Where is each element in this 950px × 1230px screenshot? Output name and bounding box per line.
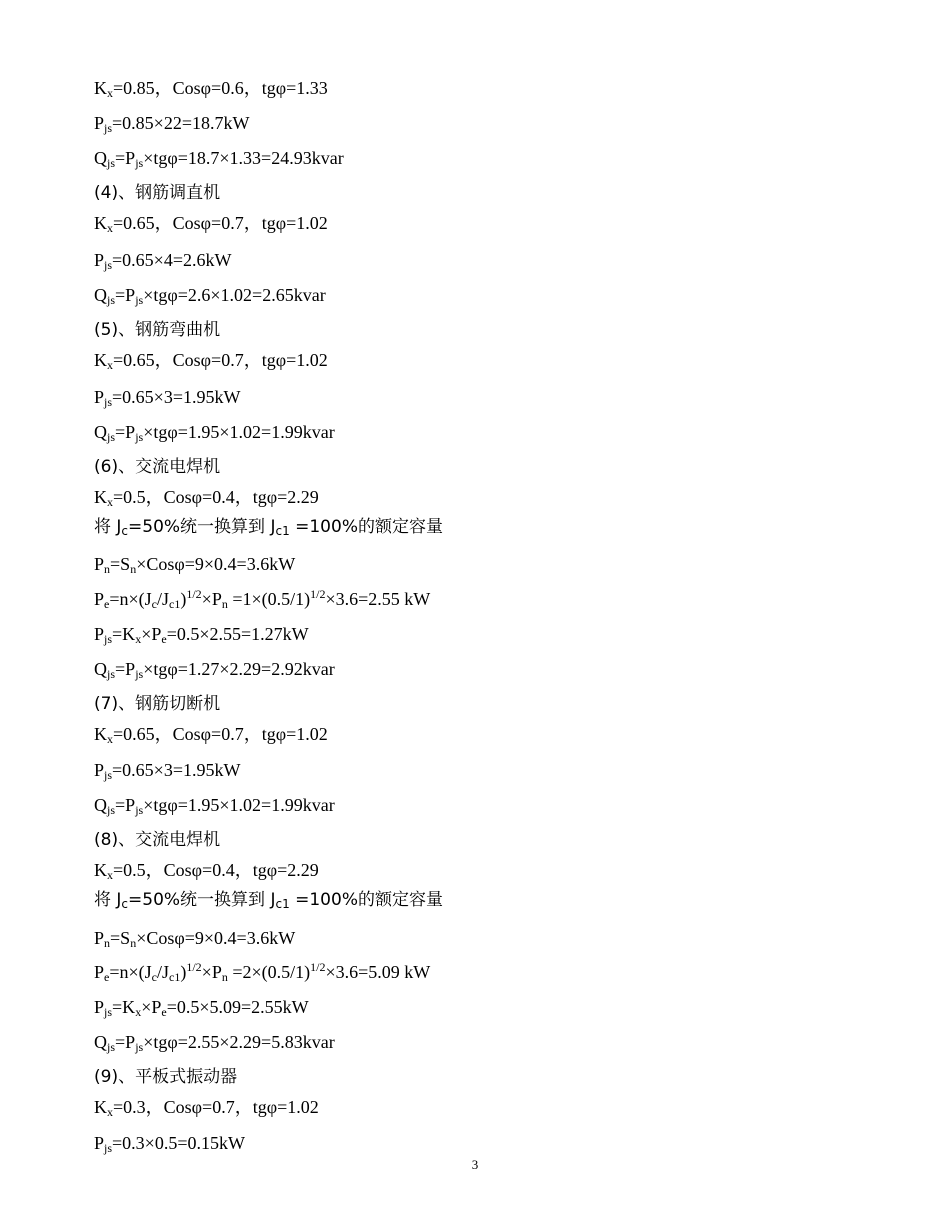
page-number: 3 (471, 1157, 479, 1172)
formula-line (94, 759, 240, 781)
subscript: c1 (169, 970, 181, 984)
text-segment: 将 J (94, 890, 122, 910)
text-segment: K (94, 350, 107, 370)
subscript: js (104, 395, 113, 409)
text-segment: =2×(0.5/1) (227, 962, 311, 982)
formula-line (94, 386, 240, 408)
text-segment: (9)、平板式振动器 (94, 1067, 238, 1087)
subscript: x (107, 868, 113, 882)
subscript: js (104, 1005, 113, 1019)
formula-line (94, 147, 344, 169)
formula-line (94, 553, 295, 575)
superscript: 1/2 (186, 587, 202, 601)
text-segment: ×Cosφ=9×0.4=3.6kW (136, 928, 296, 948)
subscript: e (161, 632, 167, 646)
heading-line (94, 693, 220, 715)
subscript: js (107, 293, 116, 307)
subscript: js (107, 803, 116, 817)
text-segment: P (94, 554, 105, 574)
formula-line (94, 961, 430, 983)
text-segment: K (94, 1097, 107, 1117)
subscript: js (104, 1141, 113, 1155)
heading-line (94, 1066, 237, 1088)
subscript: x (107, 1105, 113, 1119)
subscript: n (130, 562, 137, 576)
text-segment: =P (115, 148, 136, 168)
subscript: js (104, 768, 113, 782)
text-segment: =0.65×3=1.95kW (112, 387, 241, 407)
text-segment: =n×(J (109, 589, 152, 609)
text-segment: =0.85，Cosφ=0.6，tgφ=1.33 (113, 78, 328, 98)
subscript: n (130, 936, 137, 950)
text-segment: =50%统一换算到 J (128, 517, 276, 537)
text-segment: K (94, 487, 107, 507)
text-segment: =P (115, 422, 136, 442)
text-segment: =0.3，Cosφ=0.7，tgφ=1.02 (113, 1097, 319, 1117)
text-segment: ×tgφ=2.6×1.02=2.65kvar (143, 285, 326, 305)
subscript: e (104, 597, 110, 611)
text-segment: =P (115, 795, 136, 815)
formula-line (94, 794, 335, 816)
subscript: x (107, 358, 113, 372)
formula-line (94, 284, 326, 306)
text-segment: =0.65×4=2.6kW (112, 250, 232, 270)
subscript: c1 (275, 897, 290, 911)
formula-line (94, 249, 231, 271)
subscript: js (104, 632, 113, 646)
text-segment: ×P (201, 962, 222, 982)
text-segment: Q (94, 659, 107, 679)
subscript: js (107, 667, 116, 681)
text-segment: =S (110, 554, 131, 574)
subscript: x (135, 632, 142, 646)
subscript: n (104, 936, 111, 950)
subscript: js (135, 1040, 144, 1054)
text-segment: ×3.6=2.55 kW (325, 589, 431, 609)
subscript: e (104, 970, 110, 984)
subscript: js (107, 1040, 116, 1054)
text-segment: (6)、交流电焊机 (94, 457, 221, 477)
text-segment: ×tgφ=1.95×1.02=1.99kvar (143, 795, 335, 815)
subscript: x (107, 86, 113, 100)
coef-line (94, 212, 328, 234)
subscript: c (121, 524, 129, 538)
text-segment: ×tgφ=18.7×1.33=24.93kvar (143, 148, 344, 168)
heading-line (94, 456, 220, 478)
heading-line (94, 319, 220, 341)
text-segment: K (94, 78, 107, 98)
subscript: n (104, 562, 111, 576)
subscript: x (107, 495, 113, 509)
text-segment: ×P (141, 624, 162, 644)
formula-line (94, 623, 309, 645)
subscript: js (104, 121, 113, 135)
text-segment: P (94, 387, 105, 407)
subscript: x (107, 221, 113, 235)
text-segment: ) (180, 962, 187, 982)
text-segment: ×tgφ=1.95×1.02=1.99kvar (143, 422, 335, 442)
text-segment: =100%的额定容量 (289, 517, 443, 537)
text-segment: K (94, 860, 107, 880)
coef-line (94, 1096, 319, 1118)
text-segment: P (94, 760, 105, 780)
text-segment: =0.65，Cosφ=0.7，tgφ=1.02 (113, 350, 328, 370)
formula-line (94, 421, 335, 443)
text-segment: Q (94, 422, 107, 442)
text-segment: =P (115, 285, 136, 305)
text-segment: =0.85×22=18.7kW (112, 113, 250, 133)
text-segment: =0.65，Cosφ=0.7，tgφ=1.02 (113, 724, 328, 744)
formula-line (94, 996, 309, 1018)
text-segment: =P (115, 659, 136, 679)
heading-line (94, 182, 220, 204)
text-segment: =0.5×5.09=2.55kW (166, 997, 309, 1017)
text-segment: P (94, 624, 105, 644)
subscript: n (221, 597, 228, 611)
text-segment: =K (112, 624, 136, 644)
note-line (94, 889, 443, 911)
subscript: c (151, 597, 157, 611)
text-segment: Q (94, 148, 107, 168)
text-segment: ×tgφ=1.27×2.29=2.92kvar (143, 659, 335, 679)
text-segment: =P (115, 1032, 136, 1052)
subscript: js (107, 156, 116, 170)
subscript: c1 (169, 597, 181, 611)
text-segment: ×tgφ=2.55×2.29=5.83kvar (143, 1032, 335, 1052)
text-segment: ) (180, 589, 187, 609)
text-segment: Q (94, 285, 107, 305)
subscript: c (151, 970, 157, 984)
coef-line (94, 77, 328, 99)
text-segment: =K (112, 997, 136, 1017)
subscript: x (107, 732, 113, 746)
text-segment: =100%的额定容量 (289, 890, 443, 910)
formula-line (94, 112, 249, 134)
text-segment: P (94, 928, 105, 948)
text-segment: Q (94, 1032, 107, 1052)
subscript: n (221, 970, 228, 984)
subscript: c (121, 897, 129, 911)
text-segment: P (94, 1133, 105, 1153)
formula-line (94, 658, 335, 680)
formula-line (94, 588, 430, 610)
coef-line (94, 723, 328, 745)
text-segment: /J (156, 589, 169, 609)
coef-line (94, 486, 319, 508)
subscript: js (135, 667, 144, 681)
text-segment: =0.3×0.5=0.15kW (112, 1133, 245, 1153)
text-segment: =0.5×2.55=1.27kW (166, 624, 309, 644)
formula-line (94, 1132, 245, 1154)
text-segment: (8)、交流电焊机 (94, 830, 221, 850)
text-segment: P (94, 113, 105, 133)
formula-line (94, 1031, 335, 1053)
text-segment: K (94, 724, 107, 744)
text-segment: P (94, 962, 105, 982)
heading-line (94, 829, 220, 851)
text-segment: P (94, 997, 105, 1017)
text-segment: ×3.6=5.09 kW (325, 962, 431, 982)
subscript: js (107, 430, 116, 444)
formula-line (94, 927, 295, 949)
superscript: 1/2 (310, 960, 326, 974)
text-segment: =n×(J (109, 962, 152, 982)
text-segment: ×Cosφ=9×0.4=3.6kW (136, 554, 296, 574)
text-segment: =1×(0.5/1) (227, 589, 311, 609)
text-segment: P (94, 589, 105, 609)
text-segment: /J (156, 962, 169, 982)
subscript: js (104, 258, 113, 272)
subscript: js (135, 293, 144, 307)
superscript: 1/2 (186, 960, 202, 974)
subscript: x (135, 1005, 142, 1019)
text-segment: P (94, 250, 105, 270)
text-segment: =0.5，Cosφ=0.4，tgφ=2.29 (113, 860, 319, 880)
subscript: c1 (275, 524, 290, 538)
text-segment: 将 J (94, 517, 122, 537)
subscript: js (135, 156, 144, 170)
text-segment: ×P (141, 997, 162, 1017)
text-segment: =S (110, 928, 131, 948)
text-segment: =50%统一换算到 J (128, 890, 276, 910)
note-line (94, 516, 443, 538)
coef-line (94, 859, 319, 881)
text-segment: K (94, 213, 107, 233)
text-segment: Q (94, 795, 107, 815)
text-segment: =0.65，Cosφ=0.7，tgφ=1.02 (113, 213, 328, 233)
text-segment: ×P (201, 589, 222, 609)
text-segment: =0.65×3=1.95kW (112, 760, 241, 780)
subscript: js (135, 803, 144, 817)
text-segment: (7)、钢筋切断机 (94, 694, 221, 714)
subscript: e (161, 1005, 167, 1019)
text-segment: =0.5，Cosφ=0.4，tgφ=2.29 (113, 487, 319, 507)
coef-line (94, 349, 328, 371)
text-segment: (4)、钢筋调直机 (94, 183, 221, 203)
text-segment: (5)、钢筋弯曲机 (94, 320, 221, 340)
subscript: js (135, 430, 144, 444)
superscript: 1/2 (310, 587, 326, 601)
